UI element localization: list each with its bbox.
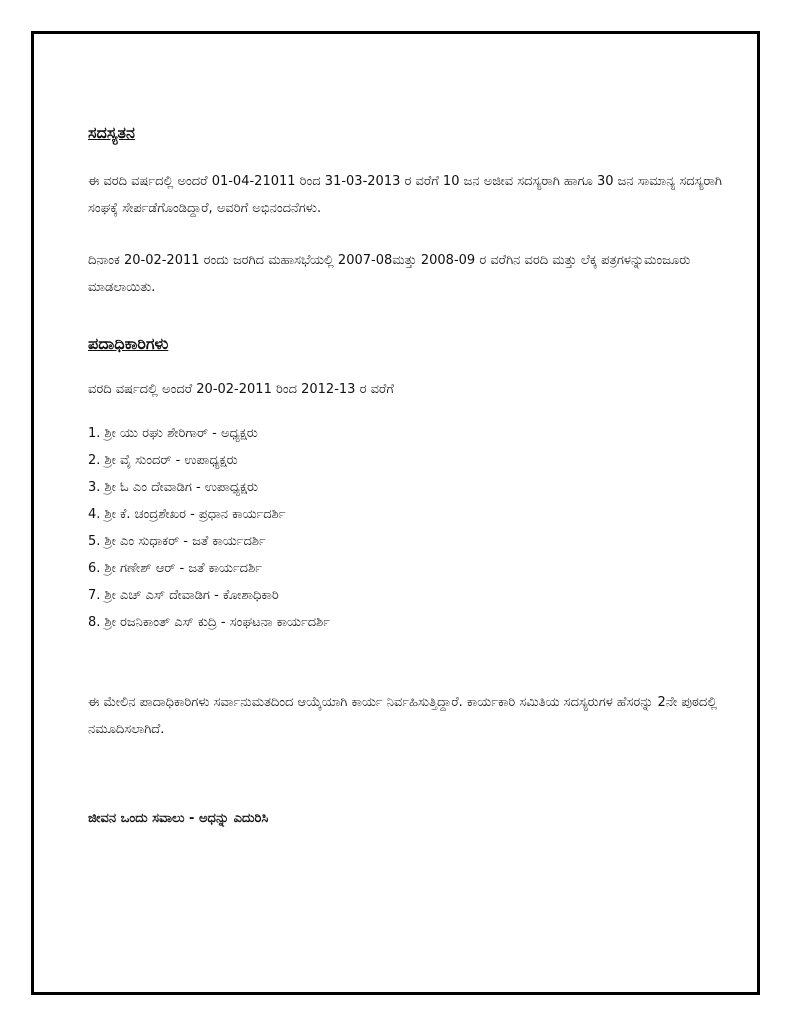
officers-closing-paragraph: ಈ ಮೇಲಿನ ಪಾದಾಧಿಕಾರಿಗಳು ಸರ್ವಾನುಮತದಿಂದ ಆಯ್ಕೆಯಾಗಿ ಕಾರ್ಯ ನಿರ್ವಹಿಸುತ್ತಿದ್ದಾರೆ. ಕಾರ್ಯಕಾರಿ ಸಮಿತಿಯ ಸದಸ್ಯರುಗಳ ಹೆಸರನ್ನು 2ನೇ ಪುಠದಲ್ಲಿ ನಮೂದಿಸಲಾಗಿದೆ. (88, 695, 718, 737)
list-item-number: 4. (88, 507, 101, 522)
list-item-text: ಶ್ರೀ ಗಣೇಶ್ ಆರ್ - ಜತೆ ಕಾರ್ಯದರ್ಶಿ (104, 561, 262, 576)
list-item (88, 609, 728, 636)
membership-heading: ಸದಸ್ಯತನ (88, 123, 135, 142)
list-item-number: 3. (88, 480, 101, 495)
list-item-text: ಶ್ರೀ ರಜನಿಕಾಂತ್ ಎಸ್ ಕುದ್ರಿ - ಸಂಘಟನಾ ಕಾರ್ಯದರ್ಶಿ (104, 615, 330, 630)
membership-paragraph-2: ದಿನಾಂಕ 20-02-2011 ರಂದು ಜರಗಿದ ಮಹಾಸಭೆಯಲ್ಲಿ 2007-08ಮತ್ತು 2008-09 ರ ವರೆಗಿನ ವರದಿ ಮತ್ತು ಲೆಕ್ಕ ಪತ್ರಗಳನ್ನುಮಂಜೂರು ಮಾಡಲಾಯಿತು. (88, 253, 691, 295)
list-item-text: ಶ್ರೀ ವೈ ಸುಂದರ್ - ಉಪಾಧ್ಯಕ್ಷರು (104, 453, 238, 468)
document-body (88, 118, 728, 832)
list-item (88, 420, 728, 447)
list-item-number: 7. (88, 588, 101, 603)
list-item-text: ಶ್ರೀ ಎಚ್ ಎಸ್ ದೇವಾಡಿಗ - ಕೋಶಾಧಿಕಾರಿ (104, 588, 279, 603)
list-item (88, 447, 728, 474)
list-item-text: ಶ್ರೀ ಕೆ. ಚಂದ್ರಶೇಖರ - ಪ್ರಧಾನ ಕಾರ್ಯದರ್ಶಿ (104, 507, 286, 522)
list-item (88, 528, 728, 555)
list-item (88, 474, 728, 501)
officers-intro: ವರದಿ ವರ್ಷದಲ್ಲಿ ಅಂದರೆ 20-02-2011 ರಿಂದ 2012-13 ರ ವರೆಗೆ (88, 382, 394, 397)
list-item (88, 555, 728, 582)
list-item-text: ಶ್ರೀ ಓ ಎಂ ದೇವಾಡಿಗ - ಉಪಾಧ್ಯಕ್ಷರು (104, 480, 259, 495)
list-item (88, 582, 728, 609)
list-item-number: 2. (88, 453, 101, 468)
motto-line: ಜೀವನ ಒಂದು ಸವಾಲು - ಅಧನ್ನು ಎದುರಿಸಿ (88, 811, 269, 826)
list-item-number: 5. (88, 534, 101, 549)
officers-list (88, 420, 728, 636)
list-item-text: ಶ್ರೀ ಎಂ ಸುಧಾಕರ್ - ಜತೆ ಕಾರ್ಯದರ್ಶಿ (104, 534, 266, 549)
membership-paragraph-1: ಈ ವರದಿ ವರ್ಷದಲ್ಲಿ ಅಂದರೆ 01-04-21011 ರಿಂದ 31-03-2013 ರ ವರೆಗೆ 10 ಜನ ಅಜೀವ ಸದಸ್ಯರಾಗಿ ಹಾಗೂ 30 ಜನ ಸಾಮಾನ್ಯ ಸದಸ್ಯರಾಗಿ ಸಂಘಕ್ಕೆ ಸೇರ್ಪಡೆಗೊಂಡಿದ್ದಾರೆ, ಅವರಿಗೆ ಅಭಿನಂದನೆಗಳು. (88, 174, 722, 216)
list-item-number: 8. (88, 615, 101, 630)
list-item-number: 1. (88, 426, 101, 441)
list-item-text: ಶ್ರೀ ಯು ರಘು ಶೇರಿಗಾರ್ - ಅಧ್ಯಕ್ಷರು (104, 426, 258, 441)
list-item-number: 6. (88, 561, 101, 576)
officers-heading: ಪದಾಧಿಕಾರಿಗಳು (88, 334, 169, 353)
list-item (88, 501, 728, 528)
